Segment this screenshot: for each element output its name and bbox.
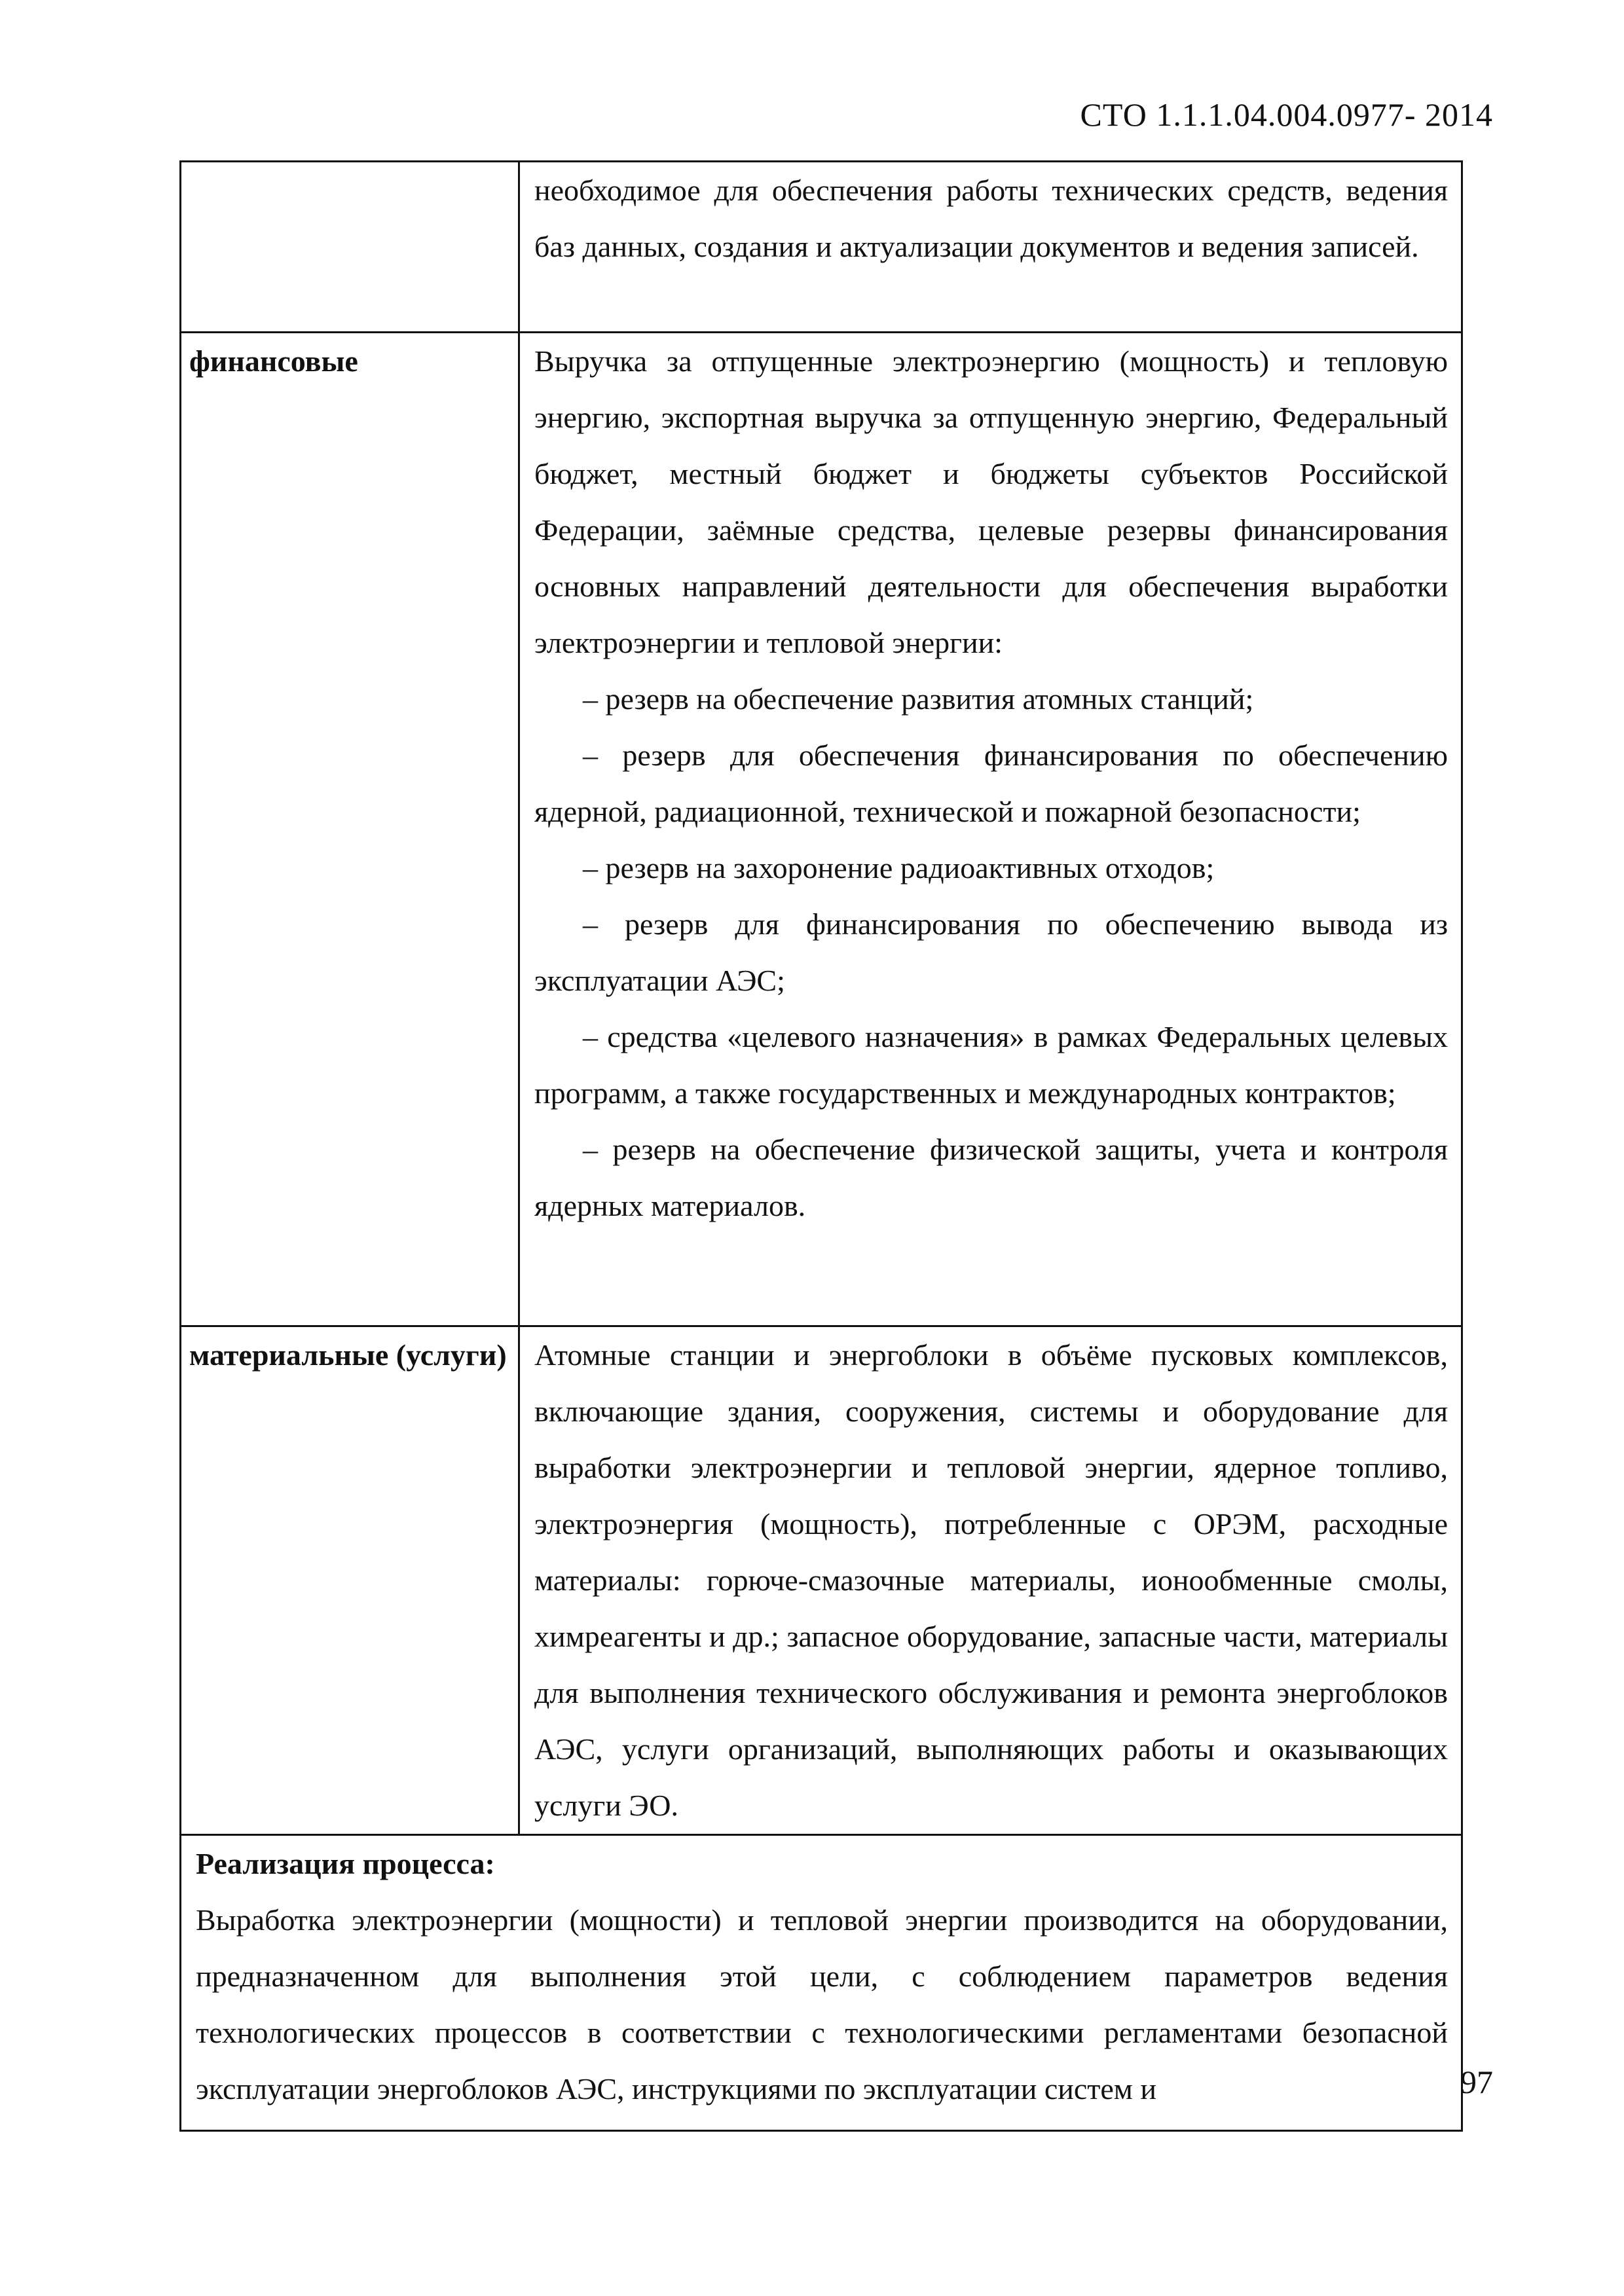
row-content-continuation [519,162,1462,333]
list-item: – резерв на захоронение радиоактивных отходов; [583,851,1215,884]
list-item: – резерв для финансирования по обеспечению вывода из эксплуатации АЭС; [534,907,1448,997]
implementation-heading: Реализация процесса: [196,1847,495,1880]
row-content-material [519,1326,1462,1835]
implementation-text: Выработка электроэнергии (мощности) и тепловой энергии производится на оборудовании, предназначенном для выполнения этой цели, с соблюдением параметров ведения технологических процессов в соответствии с технологическими регламентами безопасной эксплуатации энергоблоков АЭС, инструкциями по эксплуатации систем и [196,1903,1448,2105]
list-item: – резерв на обеспечение физической защиты, учета и контроля ядерных материалов. [534,1133,1448,1222]
row-label-financial: финансовые [181,333,519,1326]
table-row-continuation [181,162,1462,333]
list-item: – резерв на обеспечение развития атомных станций; [583,682,1254,716]
row-label-empty [181,162,519,333]
material-text: Атомные станции и энергоблоки в объёме пусковых комплексов, включающие здания, сооружения, системы и оборудование для выработки электроэнергии и тепловой энергии, ядерное топливо, электроэнергия (мощность), потребленные с ОРЭМ, расходные материалы: горюче-смазочные материалы, ионообменные смолы, химреагенты и др.; запасное оборудование, запасные части, материалы для выполнения технического обслуживания и ремонта энергоблоков АЭС, услуги организаций, выполняющих работы и оказывающих услуги ЭО. [534,1338,1448,1822]
table-row-material [181,1326,1462,1835]
financial-intro: Выручка за отпущенные электроэнергию (мощность) и тепловую энергию, экспортная выручка за отпущенную энергию, Федеральный бюджет, местный бюджет и бюджеты субъектов Российской Федерации, заёмные средства, целевые резервы финансирования основных направлений деятельности для обеспечения выработки электроэнергии и тепловой энергии: [534,344,1448,659]
row-content-financial [519,333,1462,1326]
page-number: 97 [1460,2064,1493,2100]
list-item: – средства «целевого назначения» в рамках Федеральных целевых программ, а также государственных и международных контрактов; [534,1020,1448,1110]
resources-table [179,160,1463,2132]
row-label-material: материальные (услуги) [181,1326,519,1835]
continuation-text: необходимое для обеспечения работы технических средств, ведения баз данных, создания и актуализации документов и ведения записей. [534,173,1448,263]
implementation-cell [181,1835,1462,2131]
table-row-financial [181,333,1462,1326]
table-row-implementation [181,1835,1462,2131]
document-code: СТО 1.1.1.04.004.0977- 2014 [1080,96,1493,133]
list-item: – резерв для обеспечения финансирования по обеспечению ядерной, радиационной, технической и пожарной безопасности; [534,738,1448,828]
